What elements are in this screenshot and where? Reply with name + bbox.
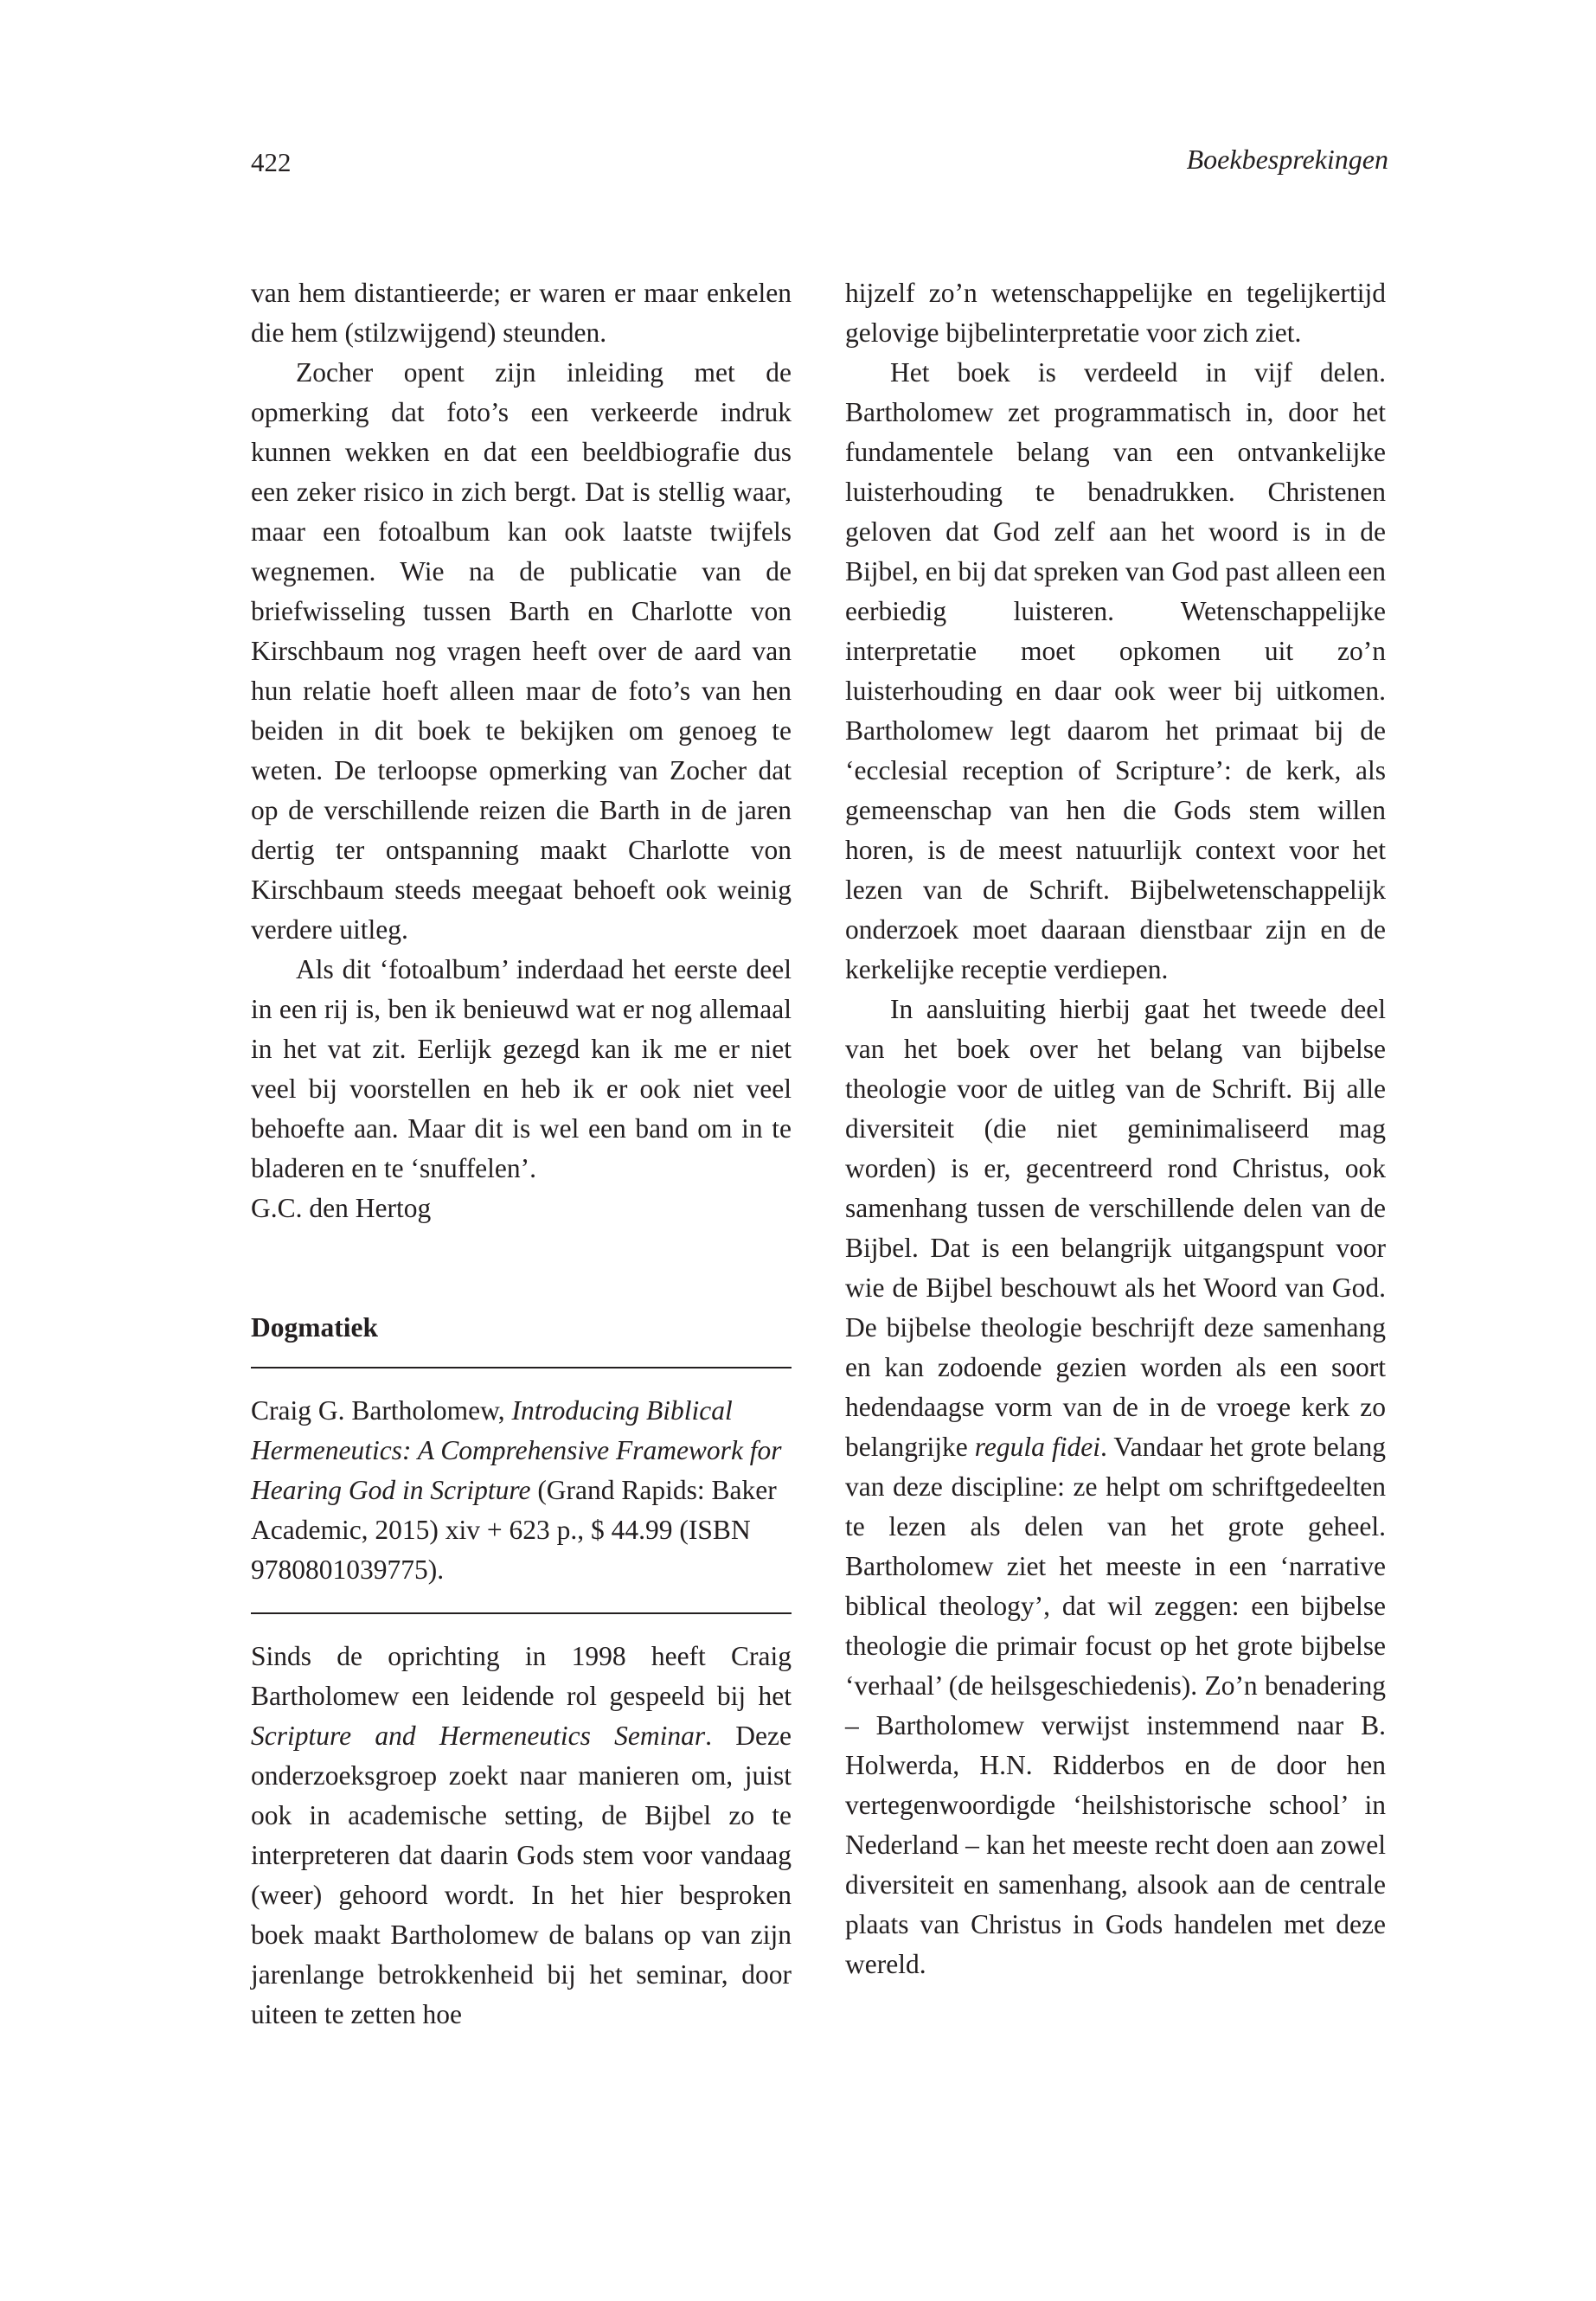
paragraph-continued: van hem distantieerde; er waren er maar enkelen die hem (stilzwijgend) steunden. xyxy=(251,278,792,348)
paragraph: Als dit ‘fotoalbum’ inderdaad het eerste deel in een rij is, ben ik benieuwd wat er nog allemaal in het vat zit. Eerlijk gezegd kan ik me er niet veel bij voorstellen en heb ik er ook niet veel behoefte aan. Maar dit is wel een band om in te bladeren en te ‘snuffelen’. xyxy=(251,954,792,1183)
section-heading: Dogmatiek xyxy=(251,1308,792,1368)
left-column xyxy=(251,273,792,2035)
book-title: Introducing Biblical Hermeneutics: A Comprehensive Framework for Hearing God in Scripture xyxy=(251,1395,782,1505)
page-number: 422 xyxy=(251,147,292,177)
paragraph: Zocher opent zijn inleiding met de opmerking dat foto’s een verkeerde indruk kunnen wekken en dat een beeldbiografie dus een zeker risico in zich bergt. Dat is stellig waar, maar een fotoalbum kan ook laatste twijfels wegnemen. Wie na de publicatie van de briefwisseling tussen Barth en Charlotte von Kirschbaum nog vragen heeft over de aard van hun relatie hoeft alleen maar de foto’s van hen beiden in dit boek te bekijken om genoeg te weten. De terloopse opmerking van Zocher dat op de verschillende reizen die Barth in de jaren dertig ter ontspanning maakt Charlotte von Kirschbaum steeds meegaat behoeft ook weinig verdere uitleg. xyxy=(251,357,792,945)
seminar-name: Scripture and Hermeneutics Seminar xyxy=(251,1721,706,1751)
paragraph: In aansluiting hierbij gaat het tweede deel van het boek over het belang van bijbelse theologie voor de uitleg van de Schrift. Bij alle diversiteit (die niet geminimaliseerd mag worden) is er, gecentreerd rond Christus, ook samenhang tussen de verschillende delen van de Bijbel. Dat is een belangrijk uitgangspunt voor wie de Bijbel beschouwt als het Woord van God. De bijbelse theologie beschrijft deze samenhang en kan zodoende gezien worden als een soort hedendaagse vorm van de in de vroege kerk zo belangrijke regula fidei. Vandaar het grote belang van deze discipline: ze helpt om schriftgedeelten te lezen als delen van het grote geheel. Bartholomew ziet het meeste in een ‘narrative biblical theology’, dat wil zeggen: een bijbelse theologie die primair focust op het grote bijbelse ‘verhaal’ (de heilsgeschiedenis). Zo’n benadering – Bartholomew verwijst instemmend naar B. Holwerda, H.N. Ridderbos en de door hen vertegenwoordigde ‘heilshistorische school’ in Nederland – kan het meeste recht doen aan zowel diversiteit en samenhang, alsook aan de centrale plaats van Christus in Gods handelen met deze wereld. xyxy=(845,994,1386,1979)
paragraph-continued: hijzelf zo’n wetenschappelijke en tegelijkertijd gelovige bijbelinterpretatie voor zich ziet. xyxy=(845,278,1386,348)
latin-term: regula fidei xyxy=(974,1432,1100,1462)
book-details: (Grand Rapids: Baker Academic, 2015) xiv + 623 p., $ 44.99 (ISBN 9780801039775). xyxy=(251,1475,777,1585)
right-column xyxy=(845,273,1386,1984)
book-reference xyxy=(251,1391,792,1614)
running-head: Boekbesprekingen xyxy=(1186,144,1388,175)
reviewer-signature: G.C. den Hertog xyxy=(251,1193,432,1223)
paragraph: Sinds de oprichting in 1998 heeft Craig Bartholomew een leidende rol gespeeld bij het Scripture and Hermeneutics Seminar. Deze onderzoeksgroep zoekt naar manieren om, juist ook in academische setting, de Bijbel zo te interpreteren dat daarin Gods stem voor vandaag (weer) gehoord wordt. In het hier besproken boek maakt Bartholomew de balans op van zijn jarenlange betrokkenheid bij het seminar, door uiteen te zetten hoe xyxy=(251,1641,792,2029)
book-author: Craig G. Bartholomew, xyxy=(251,1395,512,1426)
paragraph: Het boek is verdeeld in vijf delen. Bartholomew zet programmatisch in, door het fundamentele belang van een ontvankelijke luisterhouding te benadrukken. Christenen geloven dat God zelf aan het woord is in de Bijbel, en bij dat spreken van God past alleen een eerbiedig luisteren. Wetenschappelijke interpretatie moet opkomen uit zo’n luisterhouding en daar ook weer bij uitkomen. Bartholomew legt daarom het primaat bij de ‘ecclesial reception of Scripture’: de kerk, als gemeenschap van hen die Gods stem willen horen, is de meest natuurlijk context voor het lezen van de Schrift. Bijbelwetenschappelijk onderzoek moet daaraan dienstbaar zijn en de kerkelijke receptie verdiepen. xyxy=(845,357,1386,984)
